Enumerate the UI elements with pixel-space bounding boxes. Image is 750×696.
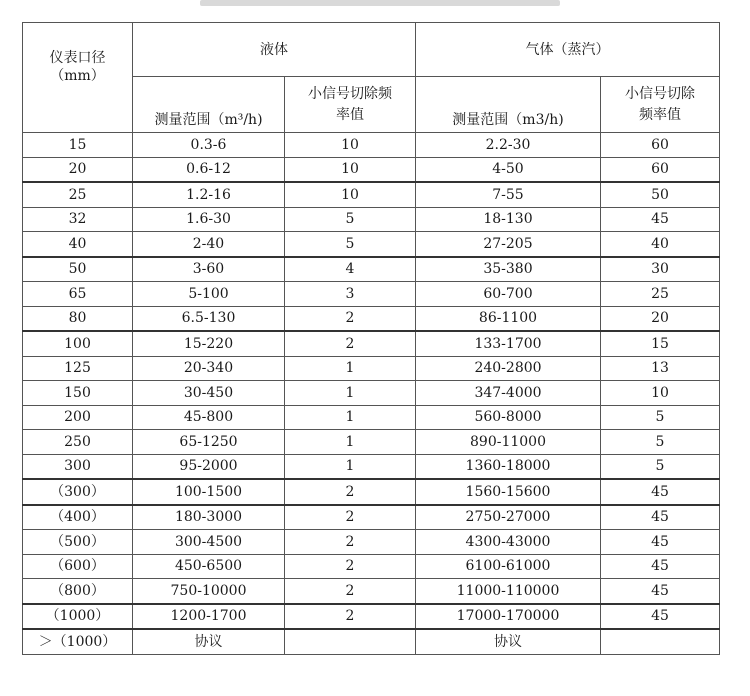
size-cell: 25 (23, 182, 133, 207)
gas-cutoff-header (601, 77, 720, 133)
gas-cutoff-cell: 45 (601, 530, 720, 555)
liquid-cutoff-cell: 10 (285, 157, 416, 182)
size-cell: ＞（1000） (23, 629, 133, 654)
gas-range-header: 测量范围（m3/h) (416, 77, 601, 133)
size-cell: （1000） (23, 604, 133, 630)
liquid-range-cell: 0.3-6 (133, 133, 285, 158)
gas-cutoff-cell: 25 (601, 282, 720, 307)
size-cell: 20 (23, 157, 133, 182)
table-row (23, 207, 720, 232)
table-row (23, 282, 720, 307)
gas-range-cell: 2750-27000 (416, 505, 601, 530)
liquid-cutoff-cell: 2 (285, 505, 416, 530)
liquid-cutoff-cell: 1 (285, 454, 416, 479)
liquid-range-cell: 3-60 (133, 257, 285, 282)
liquid-cutoff-cell: 1 (285, 356, 416, 381)
liquid-range-cell: 1200-1700 (133, 604, 285, 630)
liquid-cutoff-cell: 2 (285, 331, 416, 356)
liquid-range-cell: 30-450 (133, 381, 285, 406)
liquid-cutoff-cell: 2 (285, 579, 416, 604)
gas-range-cell: 60-700 (416, 282, 601, 307)
table-row (23, 629, 720, 654)
gas-range-cell: 7-55 (416, 182, 601, 207)
size-cell: 300 (23, 454, 133, 479)
liquid-range-cell: 1.2-16 (133, 182, 285, 207)
liquid-range-cell: 450-6500 (133, 554, 285, 579)
liquid-range-cell: 20-340 (133, 356, 285, 381)
liquid-cutoff-cell: 5 (285, 232, 416, 257)
gas-cutoff-cell: 30 (601, 257, 720, 282)
gas-range-cell: 17000-170000 (416, 604, 601, 630)
table-row (23, 232, 720, 257)
liquid-cutoff-cell: 2 (285, 554, 416, 579)
gas-range-cell: 27-205 (416, 232, 601, 257)
gas-group-header: 气体（蒸汽） (416, 23, 720, 77)
liquid-cutoff-cell: 2 (285, 604, 416, 630)
table-row (23, 530, 720, 555)
liquid-range-cell: 300-4500 (133, 530, 285, 555)
liquid-cutoff-header-line1: 小信号切除频 (308, 85, 392, 102)
size-header-line2: （mm） (50, 68, 105, 84)
gas-cutoff-cell: 45 (601, 479, 720, 505)
size-cell: 100 (23, 331, 133, 356)
size-cell: （600） (23, 554, 133, 579)
table-row (23, 479, 720, 505)
table-row (23, 182, 720, 207)
table-body (23, 133, 720, 655)
size-header-line1: 仪表口径 (49, 50, 106, 66)
liquid-cutoff-cell (285, 629, 416, 654)
gas-cutoff-cell: 40 (601, 232, 720, 257)
table-row (23, 604, 720, 630)
liquid-cutoff-cell: 1 (285, 430, 416, 455)
size-cell: 40 (23, 232, 133, 257)
table-row (23, 133, 720, 158)
gas-cutoff-cell: 45 (601, 505, 720, 530)
liquid-cutoff-cell: 1 (285, 381, 416, 406)
liquid-group-header: 液体 (133, 23, 416, 77)
size-cell: 200 (23, 405, 133, 430)
gas-cutoff-cell: 5 (601, 430, 720, 455)
table-row (23, 257, 720, 282)
table-row (23, 505, 720, 530)
gas-cutoff-cell: 45 (601, 554, 720, 579)
size-cell: 32 (23, 207, 133, 232)
liquid-range-cell: 协议 (133, 629, 285, 654)
gas-range-cell: 240-2800 (416, 356, 601, 381)
size-cell: 65 (23, 282, 133, 307)
table-row (23, 331, 720, 356)
gas-range-cell: 4-50 (416, 157, 601, 182)
gas-cutoff-header-line1: 小信号切除 (625, 85, 695, 102)
gas-cutoff-cell (601, 629, 720, 654)
size-column-header (23, 23, 133, 133)
gas-range-cell: 347-4000 (416, 381, 601, 406)
liquid-cutoff-header (285, 77, 416, 133)
table-row (23, 157, 720, 182)
liquid-cutoff-cell: 2 (285, 530, 416, 555)
gas-range-cell: 2.2-30 (416, 133, 601, 158)
liquid-cutoff-cell: 5 (285, 207, 416, 232)
table-row (23, 405, 720, 430)
group-header-row (23, 23, 720, 77)
liquid-cutoff-cell: 10 (285, 133, 416, 158)
size-cell: （500） (23, 530, 133, 555)
liquid-cutoff-cell: 4 (285, 257, 416, 282)
flowmeter-spec-table (22, 22, 720, 655)
liquid-range-cell: 180-3000 (133, 505, 285, 530)
liquid-range-cell: 6.5-130 (133, 306, 285, 331)
gas-cutoff-cell: 13 (601, 356, 720, 381)
gas-cutoff-cell: 10 (601, 381, 720, 406)
gas-cutoff-cell: 60 (601, 157, 720, 182)
liquid-range-cell: 2-40 (133, 232, 285, 257)
gas-cutoff-cell: 5 (601, 405, 720, 430)
gas-cutoff-cell: 15 (601, 331, 720, 356)
gas-range-cell: 890-11000 (416, 430, 601, 455)
table-row (23, 454, 720, 479)
table-row (23, 554, 720, 579)
size-cell: 80 (23, 306, 133, 331)
size-cell: 150 (23, 381, 133, 406)
size-cell: 250 (23, 430, 133, 455)
liquid-range-cell: 45-800 (133, 405, 285, 430)
liquid-range-cell: 95-2000 (133, 454, 285, 479)
gas-cutoff-cell: 45 (601, 604, 720, 630)
size-cell: 50 (23, 257, 133, 282)
liquid-cutoff-cell: 2 (285, 479, 416, 505)
liquid-range-cell: 0.6-12 (133, 157, 285, 182)
gas-range-cell: 86-1100 (416, 306, 601, 331)
liquid-cutoff-cell: 3 (285, 282, 416, 307)
liquid-range-cell: 100-1500 (133, 479, 285, 505)
liquid-range-cell: 15-220 (133, 331, 285, 356)
gas-cutoff-cell: 45 (601, 207, 720, 232)
gas-cutoff-cell: 50 (601, 182, 720, 207)
liquid-range-cell: 1.6-30 (133, 207, 285, 232)
liquid-cutoff-cell: 2 (285, 306, 416, 331)
gas-cutoff-cell: 45 (601, 579, 720, 604)
caption-strip (200, 0, 560, 6)
size-cell: （800） (23, 579, 133, 604)
gas-range-cell: 协议 (416, 629, 601, 654)
table-row (23, 356, 720, 381)
gas-range-cell: 1560-15600 (416, 479, 601, 505)
gas-cutoff-header-line2: 频率值 (639, 106, 681, 123)
gas-range-cell: 4300-43000 (416, 530, 601, 555)
liquid-cutoff-cell: 1 (285, 405, 416, 430)
gas-range-cell: 35-380 (416, 257, 601, 282)
gas-cutoff-cell: 5 (601, 454, 720, 479)
liquid-cutoff-cell: 10 (285, 182, 416, 207)
gas-range-cell: 18-130 (416, 207, 601, 232)
liquid-range-cell: 65-1250 (133, 430, 285, 455)
table-row (23, 381, 720, 406)
gas-cutoff-cell: 60 (601, 133, 720, 158)
liquid-cutoff-header-line2: 率值 (336, 106, 364, 123)
gas-range-cell: 1360-18000 (416, 454, 601, 479)
size-cell: （400） (23, 505, 133, 530)
liquid-range-cell: 750-10000 (133, 579, 285, 604)
table-row (23, 430, 720, 455)
liquid-range-cell: 5-100 (133, 282, 285, 307)
liquid-range-header: 测量范围（m³/h) (133, 77, 285, 133)
size-cell: 15 (23, 133, 133, 158)
gas-range-cell: 560-8000 (416, 405, 601, 430)
gas-range-cell: 6100-61000 (416, 554, 601, 579)
gas-range-cell: 133-1700 (416, 331, 601, 356)
size-cell: 125 (23, 356, 133, 381)
size-cell: （300） (23, 479, 133, 505)
gas-cutoff-cell: 20 (601, 306, 720, 331)
table-row (23, 579, 720, 604)
gas-range-cell: 11000-110000 (416, 579, 601, 604)
table-row (23, 306, 720, 331)
